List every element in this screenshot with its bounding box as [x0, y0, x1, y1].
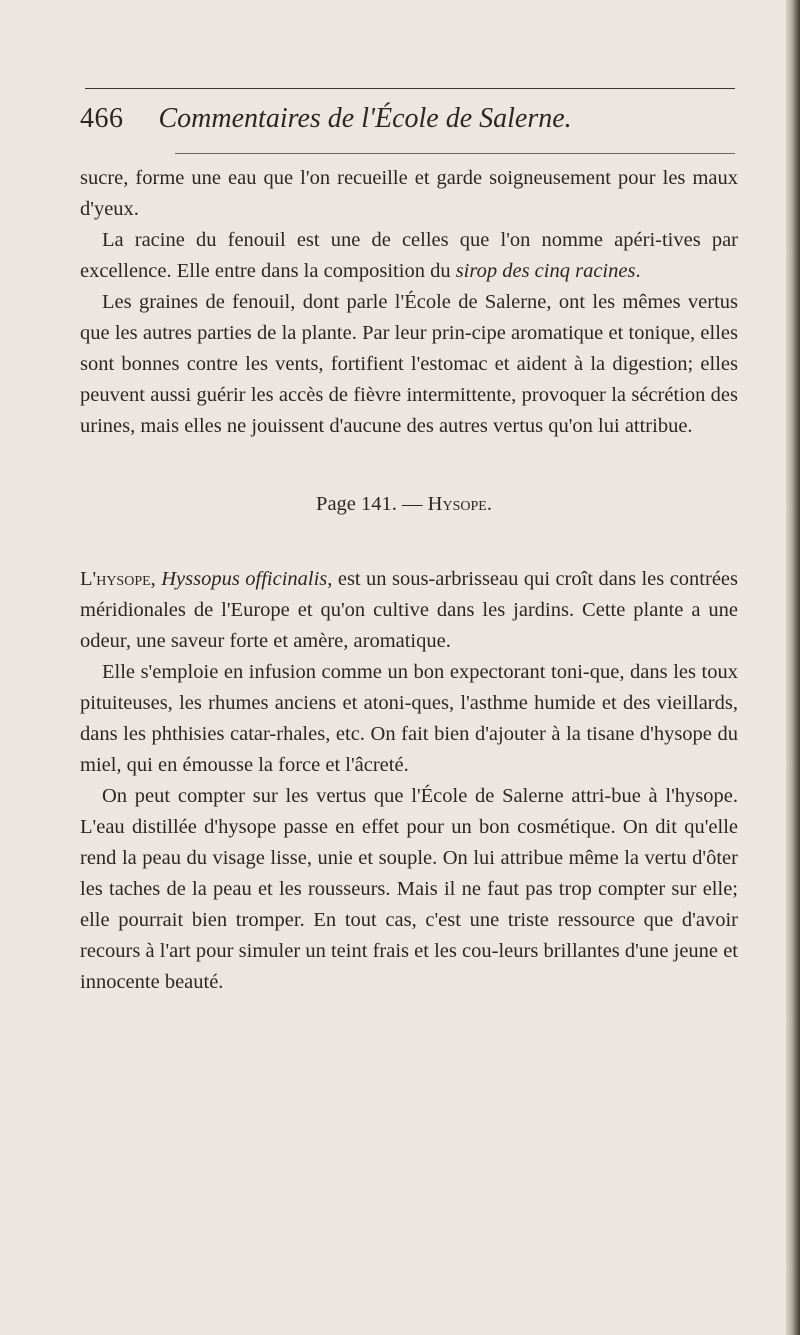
section-heading-name: Hysope [427, 493, 487, 515]
paragraph-fenouil-racine [80, 225, 738, 287]
paragraph-text: , est un sous-arbrisseau qui croît dans les contrées méridionales de l'Europe et qu'on cultive dans les jardins. Cette plante a une odeur, une saveur forte et amère, aromatique. [80, 568, 738, 652]
header-rule-top [85, 88, 735, 89]
paragraph-text: , [150, 568, 162, 590]
running-title: Commentaires de l'École de Salerne. [158, 103, 572, 134]
paragraph-hysope-description [80, 564, 738, 657]
paragraph-fenouil-graines: Les graines de fenouil, dont parle l'École de Salerne, ont les mêmes vertus que les autres parties de la plante. Par leur prin-cipe aromatique et tonique, elles sont bonnes contre les vents, fortifient l'estomac et aident à la digestion; elles peuvent aussi guérir les accès de fièvre intermittente, provoquer la sécrétion des urines, mais elles ne jouissent d'aucune des autres vertus qu'on lui attribue. [80, 291, 738, 437]
paragraph-hysope-vertus: On peut compter sur les vertus que l'École de Salerne attri-bue à l'hysope. L'eau distillée d'hysope passe en effet pour un bon cosmétique. On dit qu'elle rend la peau du visage lisse, unie et souple. On lui attribue même la vertu d'ôter les taches de la peau et les rousseurs. Mais il ne faut pas trop compter sur elle; elle pourrait bien tromper. En tout cas, c'est une triste ressource que d'avoir recours à l'art pour simuler un teint frais et les cou-leurs brillantes d'une jeune et innocente beauté. [80, 785, 738, 993]
paragraph-hysope-emploi: Elle s'emploie en infusion comme un bon expectorant toni-que, dans les toux pituiteuses, les rhumes anciens et atoni-ques, l'asthme humide et des vieillards, dans les phthisies catar-rhales, etc. On fait bien d'ajouter à la tisane d'hysope du miel, qui en émousse la force et l'âcreté. [80, 661, 738, 776]
page-number: 466 [80, 103, 124, 134]
term-hysope: L'hysope [80, 568, 151, 590]
paragraph-text: La racine du fenouil est une de celles que l'on nomme apéri-tives par excellence. Elle entre dans la composition du [80, 229, 738, 282]
section-heading-suffix: . [486, 493, 492, 515]
body-text [80, 163, 738, 998]
italic-term-sirop: sirop des cinq racines [455, 260, 636, 282]
paragraph-fenouil-eau: sucre, forme une eau que l'on recueille et garde soigneusement pour les maux d'yeux. [80, 167, 738, 220]
book-spine-shadow [786, 0, 800, 1335]
section-heading-hysope [80, 489, 738, 520]
section-heading-prefix: Page 141. — [316, 493, 428, 515]
running-head [80, 96, 740, 142]
latin-name: Hyssopus officinalis [161, 568, 328, 590]
paragraph-text: . [635, 260, 641, 282]
header-rule-bottom [175, 153, 735, 154]
